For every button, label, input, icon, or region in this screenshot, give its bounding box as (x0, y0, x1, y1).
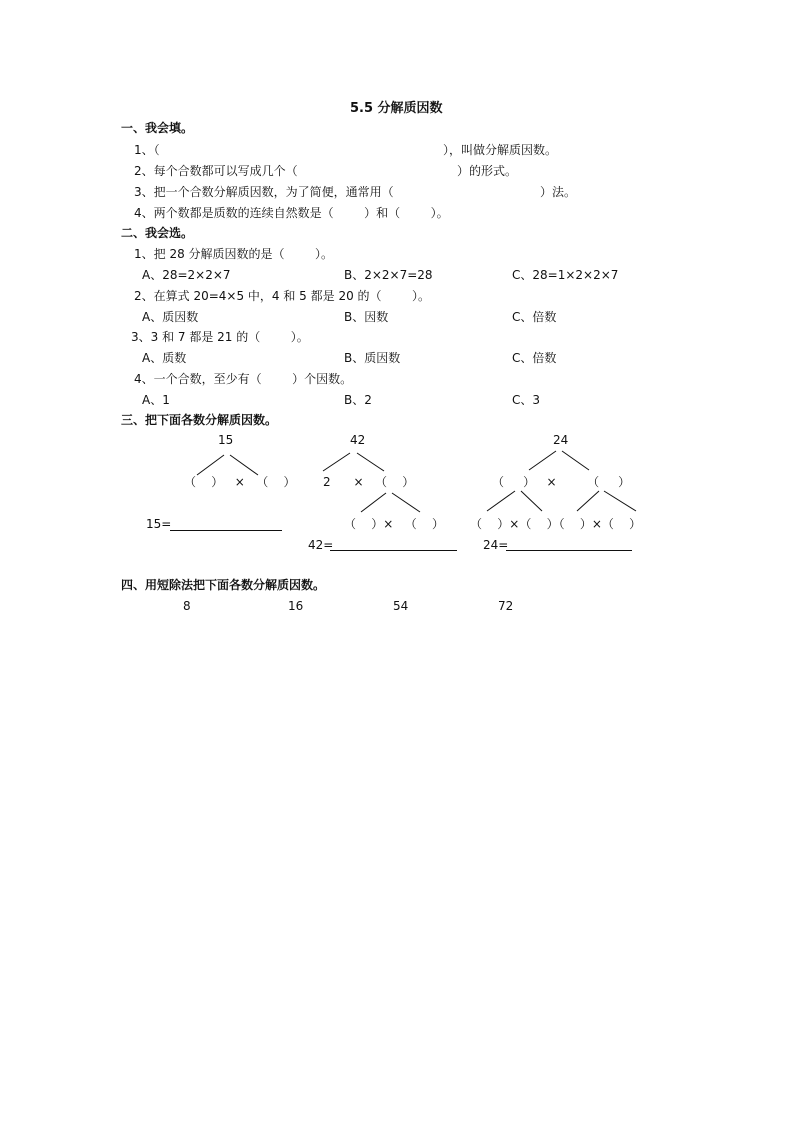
tree-42-root: 42 (350, 433, 366, 447)
tree-42-answer-line[interactable] (330, 550, 457, 551)
tree-15-root: 15 (218, 433, 234, 447)
s2-q4-option-a: A、1 (142, 393, 170, 407)
short-division-number-16: 16 (288, 599, 304, 613)
s2-q2-option-c: C、倍数 (512, 310, 557, 324)
tree-24-factors-row2: （ ）×（ ）（ ）×（ ） (470, 517, 642, 531)
short-division-number-54: 54 (393, 599, 409, 613)
short-division-number-72: 72 (498, 599, 514, 613)
s2-q1-option-b: B、2×2×7=28 (344, 268, 433, 282)
s2-q1: 1、把 28 分解质因数的是（ ）。 (134, 247, 334, 261)
page-title: 5.5 分解质因数 (350, 101, 443, 116)
s1-q1-end: ），叫做分解质因数。 (443, 143, 558, 157)
s1-q2-end: ）的形式。 (457, 164, 518, 178)
s2-q1-option-a: A、28=2×2×7 (142, 268, 231, 282)
s2-q2-option-b: B、因数 (344, 310, 389, 324)
s2-q3-option-b: B、质因数 (344, 351, 401, 365)
tree-24-root: 24 (553, 433, 569, 447)
tree-42-factors-row1: 2 × （ ） (323, 475, 415, 489)
s2-q3-option-a: A、质数 (142, 351, 187, 365)
tree-15-equation-label: 15= (146, 517, 172, 531)
s2-q4: 4、一个合数，至少有（ ）个因数。 (134, 372, 353, 386)
section-4-heading: 四、用短除法把下面各数分解质因数。 (121, 578, 326, 592)
tree-42-equation-label: 42= (308, 538, 334, 552)
tree-24-answer-line[interactable] (506, 550, 632, 551)
s2-q3-option-c: C、倍数 (512, 351, 557, 365)
section-2-heading: 二、我会选。 (121, 226, 194, 240)
tree-15-answer-line[interactable] (170, 530, 282, 531)
short-division-number-8: 8 (183, 599, 191, 613)
s2-q1-option-c: C、28=1×2×2×7 (512, 268, 619, 282)
section-1-heading: 一、我会填。 (121, 121, 194, 135)
s2-q4-option-b: B、2 (344, 393, 372, 407)
s1-q3-start: 3、把一个合数分解质因数，为了简便，通常用（ (134, 185, 394, 199)
s2-q4-option-c: C、3 (512, 393, 541, 407)
tree-24-factors-row1: （ ） × （ ） (492, 475, 631, 489)
tree-15-factors: （ ） × （ ） (184, 475, 296, 489)
section-3-heading: 三、把下面各数分解质因数。 (121, 413, 278, 427)
tree-24-equation-label: 24= (483, 538, 509, 552)
s1-q2-start: 2、每个合数都可以写成几个（ (134, 164, 298, 178)
s1-q1-start: 1、（ (134, 143, 160, 157)
tree-42-factors-row2: （ ）× （ ） (344, 517, 445, 531)
s2-q3: 3、3 和 7 都是 21 的（ ）。 (131, 330, 309, 344)
s2-q2: 2、在算式 20=4×5 中，4 和 5 都是 20 的（ ）。 (134, 289, 431, 303)
s2-q2-option-a: A、质因数 (142, 310, 199, 324)
s1-q4: 4、两个数都是质数的连续自然数是（ ）和（ ）。 (134, 206, 449, 220)
s1-q3-end: ）法。 (540, 185, 577, 199)
